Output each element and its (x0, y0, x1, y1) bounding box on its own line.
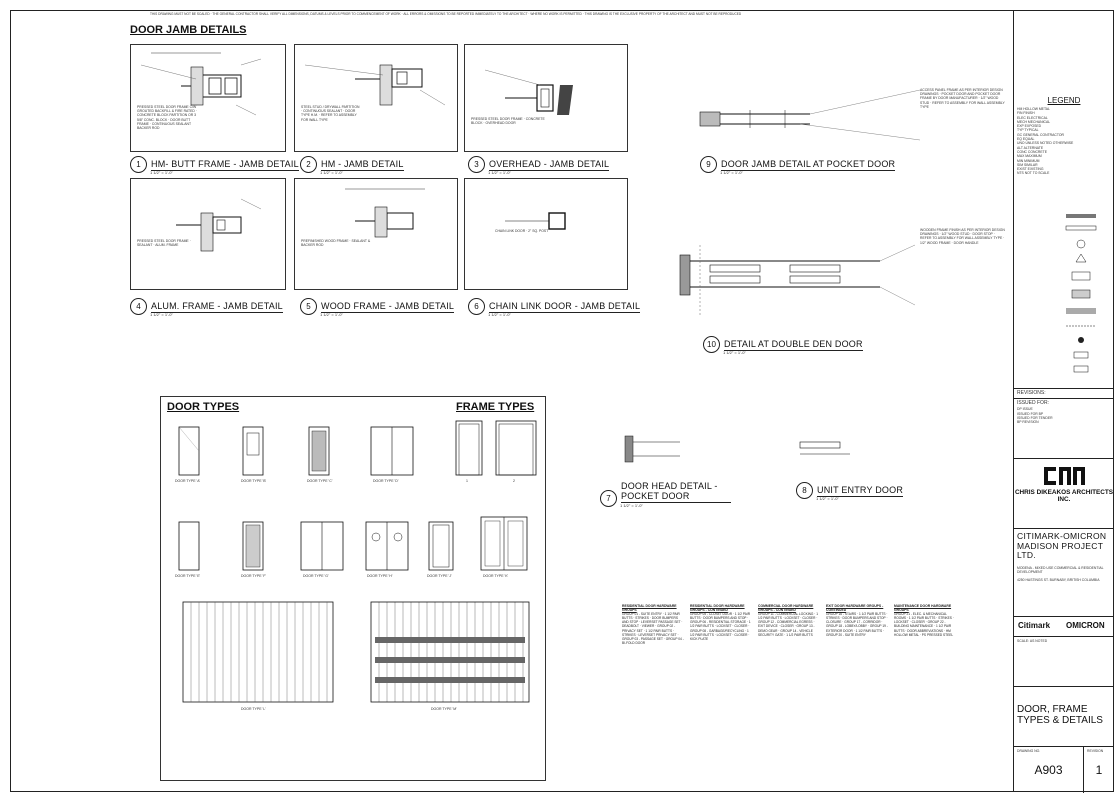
jamb-drawing-1 (131, 45, 287, 153)
sheet-title-box (1014, 686, 1114, 746)
detail-4-number: 4 (130, 298, 147, 315)
door-type-m-label: DOOR TYPE 'M' (431, 707, 457, 711)
detail-1-title: HM- BUTT FRAME - JAMB DETAIL (151, 158, 299, 169)
detail-panel-4 (130, 178, 286, 290)
legend-item: SIM SIMILAR (1017, 162, 1038, 167)
legend-item: HM HOLLOW METAL (1017, 107, 1050, 111)
legend-title: LEGEND (1047, 96, 1081, 105)
detail-2-notes: STEEL STUD / DRYWALL PARTITION · CONTINUOUS SEALANT · DOOR TYPE H.M. · REFER TO ASSEMBLY FOR WALL TYPE (301, 105, 360, 122)
hardware-col-1 (622, 604, 684, 645)
overhead-door-panels (379, 602, 523, 702)
detail-8-scale: 1 1/2" = 1'-0" (816, 496, 839, 501)
jamb-drawing-2 (295, 45, 459, 153)
double-den-door-drawing (680, 235, 1010, 335)
detail-6-notes: CHAIN LINK DOOR · 2" SQ. POST (495, 229, 549, 233)
legend-item: GC GENERAL CONTRACTOR (1017, 132, 1064, 137)
revisions-label: REVISIONS: (1017, 390, 1046, 396)
issue-item: DP ISSUE (1017, 407, 1033, 412)
detail-4-scale: 1 1/2" = 1'-0" (150, 312, 173, 317)
detail-1-number: 1 (130, 156, 147, 173)
detail-9-title: DOOR JAMB DETAIL AT POCKET DOOR (721, 158, 896, 169)
legend-item: MIN MINIMUM (1017, 158, 1040, 163)
sheet-number-cell (1014, 747, 1084, 793)
hardware-col-3-body: GROUP 11 - COMMERCIAL LOCKING · 1 1/2 PAIR BUTTS · LOCKSET · CLOSER · GROUP 12 - COMMERCIAL EGRESS · EXIT DEVICE · CLOSER · GROUP 13 - DEMO GEAR · GROUP 14 - VEHICLE SECURITY GATE · 1 1/2 PAIR BUTTS (758, 612, 818, 637)
door-type-h-label: DOOR TYPE 'H' (367, 574, 393, 578)
hardware-col-2-title: RESIDENTIAL DOOR HARDWARE GROUPS - CONTINUED (690, 604, 745, 613)
brand-citimark: Citimark (1018, 621, 1051, 630)
issue-item: BP REVISION (1017, 420, 1039, 425)
general-notes: THIS DRAWING MUST NOT BE SCALED · THE GENERAL CONTRACTOR SHALL VERIFY ALL DIMENSIONS, DATUMS & LEVELS PRIOR TO COMMENCEMENT OF WORK · ALL ERRORS & OMISSIONS TO BE REPORTED IMMEDIATELY TO THE ARCHITECT · WHERE NO WORK IS PERMITTED · THIS DRAWING IS THE EXCLUSIVE PROPERTY OF THE ARCHITECT AND MUST NOT BE REPRODUCED (150, 12, 742, 16)
sheet-number: A903 (1034, 763, 1063, 778)
title-block (1013, 10, 1114, 792)
hardware-col-4 (826, 604, 888, 637)
hardware-col-5 (894, 604, 956, 637)
detail-4-title: ALUM. FRAME - JAMB DETAIL (151, 300, 283, 311)
brand-box (1014, 616, 1114, 636)
jamb-drawing-5 (295, 179, 459, 291)
frame-types-heading: FRAME TYPES (456, 401, 535, 413)
issued-for-label: ISSUED FOR: (1017, 400, 1049, 406)
detail-5-title: WOOD FRAME - JAMB DETAIL (321, 300, 455, 311)
sheet-number-label: DRAWING NO. (1017, 749, 1041, 753)
hardware-col-3 (758, 604, 820, 637)
legend-item: FIN FINISH (1017, 111, 1035, 116)
issue-item: ISSUED FOR BP (1017, 411, 1044, 416)
door-types-panel (160, 396, 546, 781)
frame-type-1-label: 1 (466, 479, 468, 483)
detail-7-title: DOOR HEAD DETAIL - POCKET DOOR (621, 481, 731, 503)
project-name: CITIMARK-OMICRON MADISON PROJECT LTD. (1017, 531, 1107, 560)
revisions-row (1014, 388, 1114, 398)
detail-8-title: UNIT ENTRY DOOR (817, 484, 904, 495)
detail-3-number: 3 (468, 156, 485, 173)
detail-10-title: DETAIL AT DOUBLE DEN DOOR (724, 338, 863, 349)
hardware-col-2-body: GROUP 05 - CLOSET DOOR · 1 1/2 PAIR BUTTS · DOOR BUMPERS AND STOP · GROUP 06 - RESIDENTIAL STORAGE · 1 1/2 PAIR BUTTS · LOCKSET · CLOSER · GROUP 08 - GARBAGE/RECYCLING · 1 1/2 PAIR BUTTS · LOCKSET · CLOSER · KICK PLATE (690, 612, 751, 641)
door-type-j-label: DOOR TYPE 'J' (427, 574, 452, 578)
door-type-c-label: DOOR TYPE 'C' (307, 479, 333, 483)
detail-8-number: 8 (796, 482, 813, 499)
jamb-drawing-6 (465, 179, 629, 291)
unit-entry-door-drawing (790, 436, 870, 466)
legend-item: MAX MAXIMUM (1017, 154, 1042, 159)
jamb-drawing-4 (131, 179, 287, 291)
detail-6-title: CHAIN LINK DOOR - JAMB DETAIL (489, 300, 641, 311)
issue-item: ISSUED FOR TENDER (1017, 415, 1053, 420)
hardware-col-2 (690, 604, 752, 641)
legend-item: TYP TYPICAL (1017, 128, 1039, 133)
detail-panel-2 (294, 44, 458, 152)
legend-item: CONC CONCRETE (1017, 149, 1047, 154)
pocket-door-head-drawing (620, 432, 730, 472)
detail-10-number: 10 (703, 336, 720, 353)
door-type-b-label: DOOR TYPE 'B' (241, 479, 267, 483)
detail-2-label (300, 156, 404, 173)
detail-7-scale: 1 1/2" = 1'-0" (620, 503, 643, 508)
detail-5-number: 5 (300, 298, 317, 315)
legend-item: NTS NOT TO SCALE (1017, 171, 1050, 176)
detail-9-number: 9 (700, 156, 717, 173)
detail-panel-5 (294, 178, 458, 290)
detail-8-label (796, 482, 903, 499)
hardware-col-1-body: GROUP 01 - SUITE ENTRY · 1 1/2 PAIR BUTTS · STRIKES · DOOR BUMPERS AND STOP · LEVERSET PASSAGE SET · DEADBOLT · VIEWER · GROUP 02 - PRIVACY SET · 1 1/2 PAIR BUTTS · STRIKES · LEVERSET PRIVACY SET · GROUP 03 - PASSAGE SET · GROUP 04 - BI-FOLD DOOR (622, 612, 684, 645)
detail-2-scale: 1 1/2" = 1'-0" (320, 170, 343, 175)
door-type-g-label: DOOR TYPE 'G' (303, 574, 329, 578)
hardware-col-4-title: EXIT DOOR HARDWARE GROUPS - CONTINUED (826, 604, 884, 613)
sheet-title: DOOR, FRAME TYPES & DETAILS (1017, 704, 1103, 726)
detail-1-notes: PRESSED STEEL DOOR FRAME C/W GROUTED BACKFILL & FIRE RATED · CONCRETE BLOCK PARTITION OR 3 5/8" CONC. BLOCK · DOOR BUTT FRAME · CONTINUOUS SEALANT BACKER ROD (137, 105, 197, 131)
detail-2-number: 2 (300, 156, 317, 173)
project-subtitle: MODENA - MIXED USE COMMERCIAL & RESIDENTIAL DEVELOPMENT (1017, 565, 1104, 574)
sheet-number-box (1014, 746, 1114, 792)
scale-box (1014, 636, 1114, 686)
detail-panel-1 (130, 44, 286, 152)
firm-name: CHRIS DIKEAKOS ARCHITECTS INC. (1014, 489, 1114, 503)
project-box (1014, 528, 1114, 616)
detail-10-scale: 1 1/2" = 1'-0" (723, 350, 746, 355)
legend-item: EXP EXPOSED (1017, 124, 1042, 129)
hardware-col-1-title: RESIDENTIAL DOOR HARDWARE GROUPS (622, 604, 677, 613)
door-types-heading: DOOR TYPES (167, 401, 240, 413)
firm-box (1014, 458, 1114, 528)
issued-list (1014, 407, 1114, 426)
door-type-a-label: DOOR TYPE 'A' (175, 479, 201, 483)
detail-3-scale: 1 1/2" = 1'-0" (488, 170, 511, 175)
legend-item: MECH MECHANICAL (1017, 119, 1051, 124)
hardware-col-4-body: GROUP 16 - STAIRS · 1 1/2 PAIR BUTTS · STRIKES · DOOR BUMPERS AND STOP · CLOSURE · GROUP 17 - CORRIDOR · GROUP 18 - LOBBY/LOBBY · GROUP 19 - EXTERIOR DOOR · 1 1/2 PAIR BUTTS · GROUP 20 - SUITE ENTRY (826, 612, 888, 637)
door-jamb-details-heading: DOOR JAMB DETAILS (130, 24, 247, 36)
revision-number-label: REVISION (1087, 749, 1104, 753)
project-address: 4250 HASTINGS ST. BURNABY, BRITISH COLUMBIA (1017, 578, 1100, 583)
legend-list (1014, 105, 1114, 178)
revision-number: 1 (1095, 763, 1103, 778)
jamb-drawing-3 (465, 45, 629, 153)
hardware-col-5-body: GROUP 21 - ELEC. & MECHANICAL ROOMS · 1 1/2 PAIR BUTTS · STRIKES · LOCKSET · CLOSER · GROUP 22 - BUILDING MAINTENANCE · 1 1/2 PAIR BUTTS · DOOR ABBREVIATIONS · HM HOLLOW METAL · PS PRESSED STEEL (894, 612, 954, 637)
detail-panel-3 (464, 44, 628, 152)
detail-6-number: 6 (468, 298, 485, 315)
hardware-col-5-title: MAINTENANCE DOOR HARDWARE GROUPS (894, 604, 952, 613)
frame-type-2-label: 2 (513, 479, 515, 483)
door-type-f-label: DOOR TYPE 'F' (241, 574, 266, 578)
detail-7-number: 7 (600, 490, 617, 507)
detail-10-notes: WOODEN FRAME FINISH AS PER INTERIOR DESIGN DRAWINGS · 1/2" WOOD STUD · DOOR STOP · REFER TO ASSEMBLY FOR WALL ASSEMBLY TYPE · 1/2" WOOD FRAME · DOOR HANDLE (920, 228, 1005, 245)
legend-item: EQ EQUAL (1017, 137, 1035, 142)
scale-label: SCALE: AS NOTED (1017, 639, 1048, 643)
firm-logo (1042, 465, 1087, 487)
brand-omicron: OMICRON (1066, 621, 1105, 630)
hardware-col-3-title: COMMERCIAL DOOR HARDWARE GROUPS - CONTINUED (758, 604, 814, 613)
detail-panel-6 (464, 178, 628, 290)
legend-item: EXIST EXISTING (1017, 167, 1044, 172)
legend-item: UNO UNLESS NOTED OTHERWISE (1017, 141, 1074, 146)
legend-item: ELEC ELECTRICAL (1017, 115, 1048, 120)
door-type-d-label: DOOR TYPE 'D' (373, 479, 399, 483)
security-gate-bars (191, 602, 327, 702)
detail-4-notes: PRESSED STEEL DOOR FRAME · SEALANT · ALUM. FRAME (137, 239, 191, 248)
detail-6-scale: 1 1/2" = 1'-0" (488, 312, 511, 317)
detail-5-scale: 1 1/2" = 1'-0" (320, 312, 343, 317)
door-elevations (161, 397, 547, 782)
issued-for-box (1014, 398, 1114, 458)
door-type-e-label: DOOR TYPE 'E' (175, 574, 201, 578)
detail-1-scale: 1 1/2" = 1'-0" (150, 170, 173, 175)
detail-2-title: HM - JAMB DETAIL (321, 158, 404, 169)
door-type-l-label: DOOR TYPE 'L' (241, 707, 266, 711)
legend-item: ALT ALTERNATE (1017, 145, 1044, 150)
detail-9-notes: ACCESS PANEL FRAME AS PER INTERIOR DESIGN DRAWINGS · POCKET DOOR AND POCKET DOOR FRAME BY DOOR MANUFACTURER · 1/2" WOOD STUD · REFER TO ASSEMBLY FOR WALL ASSEMBLY TYPE (920, 88, 1005, 109)
detail-3-title: OVERHEAD - JAMB DETAIL (489, 158, 610, 169)
detail-9-scale: 1 1/2" = 1'-0" (720, 170, 743, 175)
legend-symbols (1026, 210, 1104, 380)
detail-5-notes: PREFINISHED WOOD FRAME · SEALANT & BACKER ROD (301, 239, 371, 248)
door-type-k-label: DOOR TYPE 'K' (483, 574, 509, 578)
revision-number-cell (1084, 747, 1114, 793)
detail-3-notes: PRESSED STEEL DOOR FRAME · CONCRETE BLOCK · OVERHEAD DOOR (471, 117, 545, 126)
